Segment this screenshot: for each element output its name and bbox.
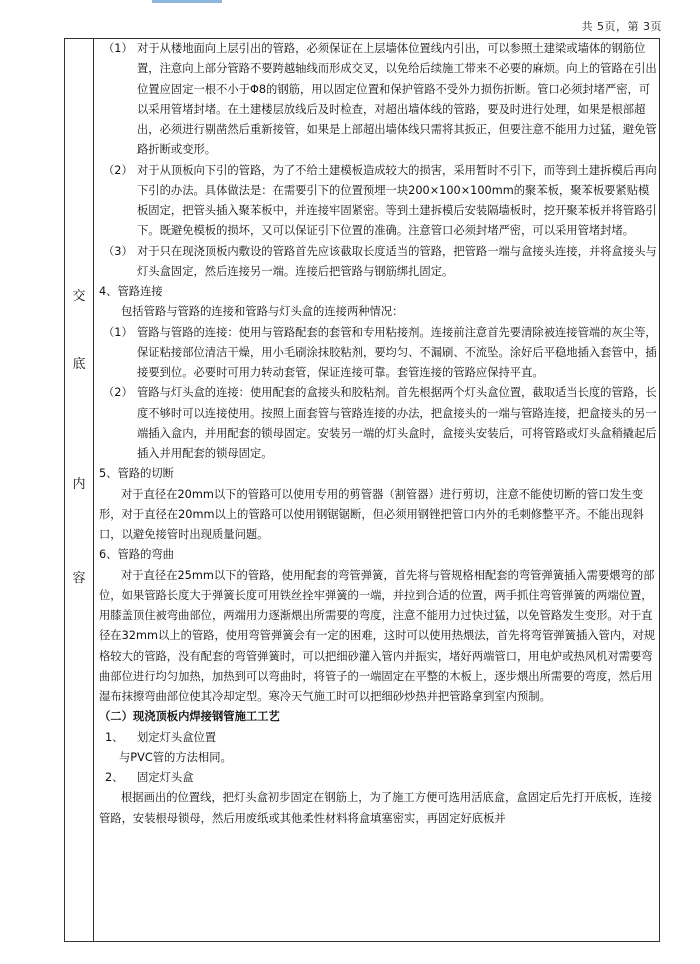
label-char: 底 <box>72 357 86 372</box>
label-char: 内 <box>72 477 86 492</box>
paragraph-number: （1） <box>103 325 133 339</box>
subsection-heading <box>99 768 659 788</box>
paragraph-number: （1） <box>103 42 133 55</box>
section-text: 对于直径在25mm以下的管路，使用配套的弯管弹簧，首先将与管规格相配套的弯管弹簧插入需要煨弯的部位，如果管路长度大于弹簧长度可用铁丝拴牢弹簧的一端，并拉到合适的位置，两手抓住弯管弹簧的两端位置，用膝盖顶住被弯曲部位，两端用力逐渐煨出所需要的弯度，注意不能用力过快过猛，以免管路发生变形。对于直径在32mm以上的管路，使用弯管弹簧会有一定的困难，这时可以使用热煨法，首先将弯管弹簧插入管内，对规格较大的管路，没有配套的弯管弹簧时，可以把细砂灌入管内并振实，堵好两端管口，用电炉或热风机对需要弯曲部位进行均匀加热，加热到可以弯曲时，将管子的一端固定在平整的木板上，逐步煨出所需要的弯度，然后用湿布抹擦弯曲部位使其冷却定型。寒冷天气施工时可以把细砂炒热并把管路拿到室内预制。 <box>99 568 656 703</box>
left-label-column <box>65 39 94 941</box>
paragraph-text: 管路与灯头盒的连接：使用配套的盒接头和胶粘剂。首先根据两个灯头盒位置，截取适当长度的管路，长度不够时可以连接使用。按照上面套管与管路连接的办法，把盒接头的一端与管路连接，把盒接头的另一端插入盒内，并用配套的锁母固定。安装另一端的灯头盒时，盒接头安装后，可将管路或灯头盒稍撬起后插入并用配套的锁母固定。 <box>137 386 657 460</box>
paragraph-number: （3） <box>103 244 133 258</box>
subsection-number: 1、 <box>105 730 124 744</box>
subsection-text: 根据画出的位置线，把灯头盒初步固定在钢筋上，为了施工方便可选用活底盒，盒固定后先打开底板，连接管路，安装根母锁母，然后用废纸或其他柔性材料将盒填塞密实，再固定好底板并 <box>99 791 652 825</box>
section-text: 对于直径在20mm以下的管路可以使用专用的剪管器（割管器）进行剪切，注意不能使切断的管口发生变形，对于直径在20mm以上的管路可以使用钢锯锯断，但必须用钢锉把管口内外的毛刺修整平齐。不能出现斜口，以避免接管时出现质量问题。 <box>99 487 644 541</box>
subsection-title: 划定灯头盒位置 <box>137 730 217 744</box>
paragraph-text: 对于只在现浇顶板内敷设的管路首先应该截取长度适当的管路，把管路一端与盒接头连接，并将盒接头与灯头盒固定，然后连接另一端。连接后把管路与钢筋绑扎固定。 <box>137 244 657 278</box>
window-tab-indicator <box>152 0 222 3</box>
page-counter: 共 5页，第 3页 <box>581 20 662 33</box>
content-body <box>99 39 659 829</box>
section-intro: 包括管路与管路的连接和管路与灯头盒的连接两种情况： <box>121 305 404 319</box>
document-table <box>64 38 660 942</box>
major-section-heading: （二）现浇顶板内焊接钢管施工工艺 <box>99 710 280 724</box>
section-heading: 6、管路的弯曲 <box>99 548 174 562</box>
paragraph-4-2 <box>99 383 659 464</box>
label-char: 交 <box>72 289 86 304</box>
label-char: 容 <box>72 571 86 586</box>
paragraph-number: （2） <box>103 163 133 177</box>
paragraph-number: （2） <box>103 386 133 400</box>
subsection-text: 与PVC管的方法相同。 <box>119 750 232 764</box>
paragraph-text: 管路与管路的连接：使用与管路配套的套管和专用粘接剂。连接前注意首先要清除被连接管端的灰尘等，保证粘接部位清洁干燥，用小毛刷涂抹胶粘剂，要均匀、不漏刷、不流坠。涂好后平稳地插入套管中，插接要到位。必要时可用力转动套管，保证连接可靠。套管连接的管路应保持平直。 <box>137 325 657 379</box>
paragraph-text: 对于从楼地面向上层引出的管路，必须保证在上层墙体位置线内引出，可以参照土建梁或墙体的钢筋位置，注意向上部分管路不要跨越轴线而形成交叉，以免给后续施工带来不必要的麻烦。向上的管路在引出位置应固定一根不小于Φ8的钢筋，用以固定位置和保护管路不受外力损伤折断。管口必须封堵严密，可以采用管堵封堵。在土建楼层放线后及时检查，对超出墙体线的管路，要及时进行处理，如果是根部超出，必须进行剔凿然后重新接管，如果是上部超出墙体线只需将其扳正，但要注意不能用力过猛，避免管路折断或变形。 <box>137 42 657 157</box>
section-heading: 4、管路连接 <box>99 285 163 298</box>
paragraph-3 <box>99 242 659 283</box>
paragraph-2 <box>99 161 659 242</box>
paragraph-4-1 <box>99 323 659 384</box>
paragraph-1 <box>99 39 659 161</box>
subsection-heading <box>99 728 659 748</box>
subsection-number: 2、 <box>105 771 124 784</box>
subsection-title: 固定灯头盒 <box>137 771 194 784</box>
paragraph-text: 对于从顶板向下引的管路，为了不给土建模板造成较大的损害，采用暂时不引下，而等到土建拆模后再向下引的办法。具体做法是：在需要引下的位置预埋一块200×100×100mm的聚苯板，聚苯板要紧贴模板固定，把管头插入聚苯板中，并连接牢固紧密。等到土建拆模后安装隔墙板时，挖开聚苯板并将管路引下。既避免模板的损坏，又可以保证引下位置的准确。注意管口必须封堵严密，可以采用管堵封堵。 <box>137 163 657 238</box>
section-heading: 5、管路的切断 <box>99 467 174 481</box>
